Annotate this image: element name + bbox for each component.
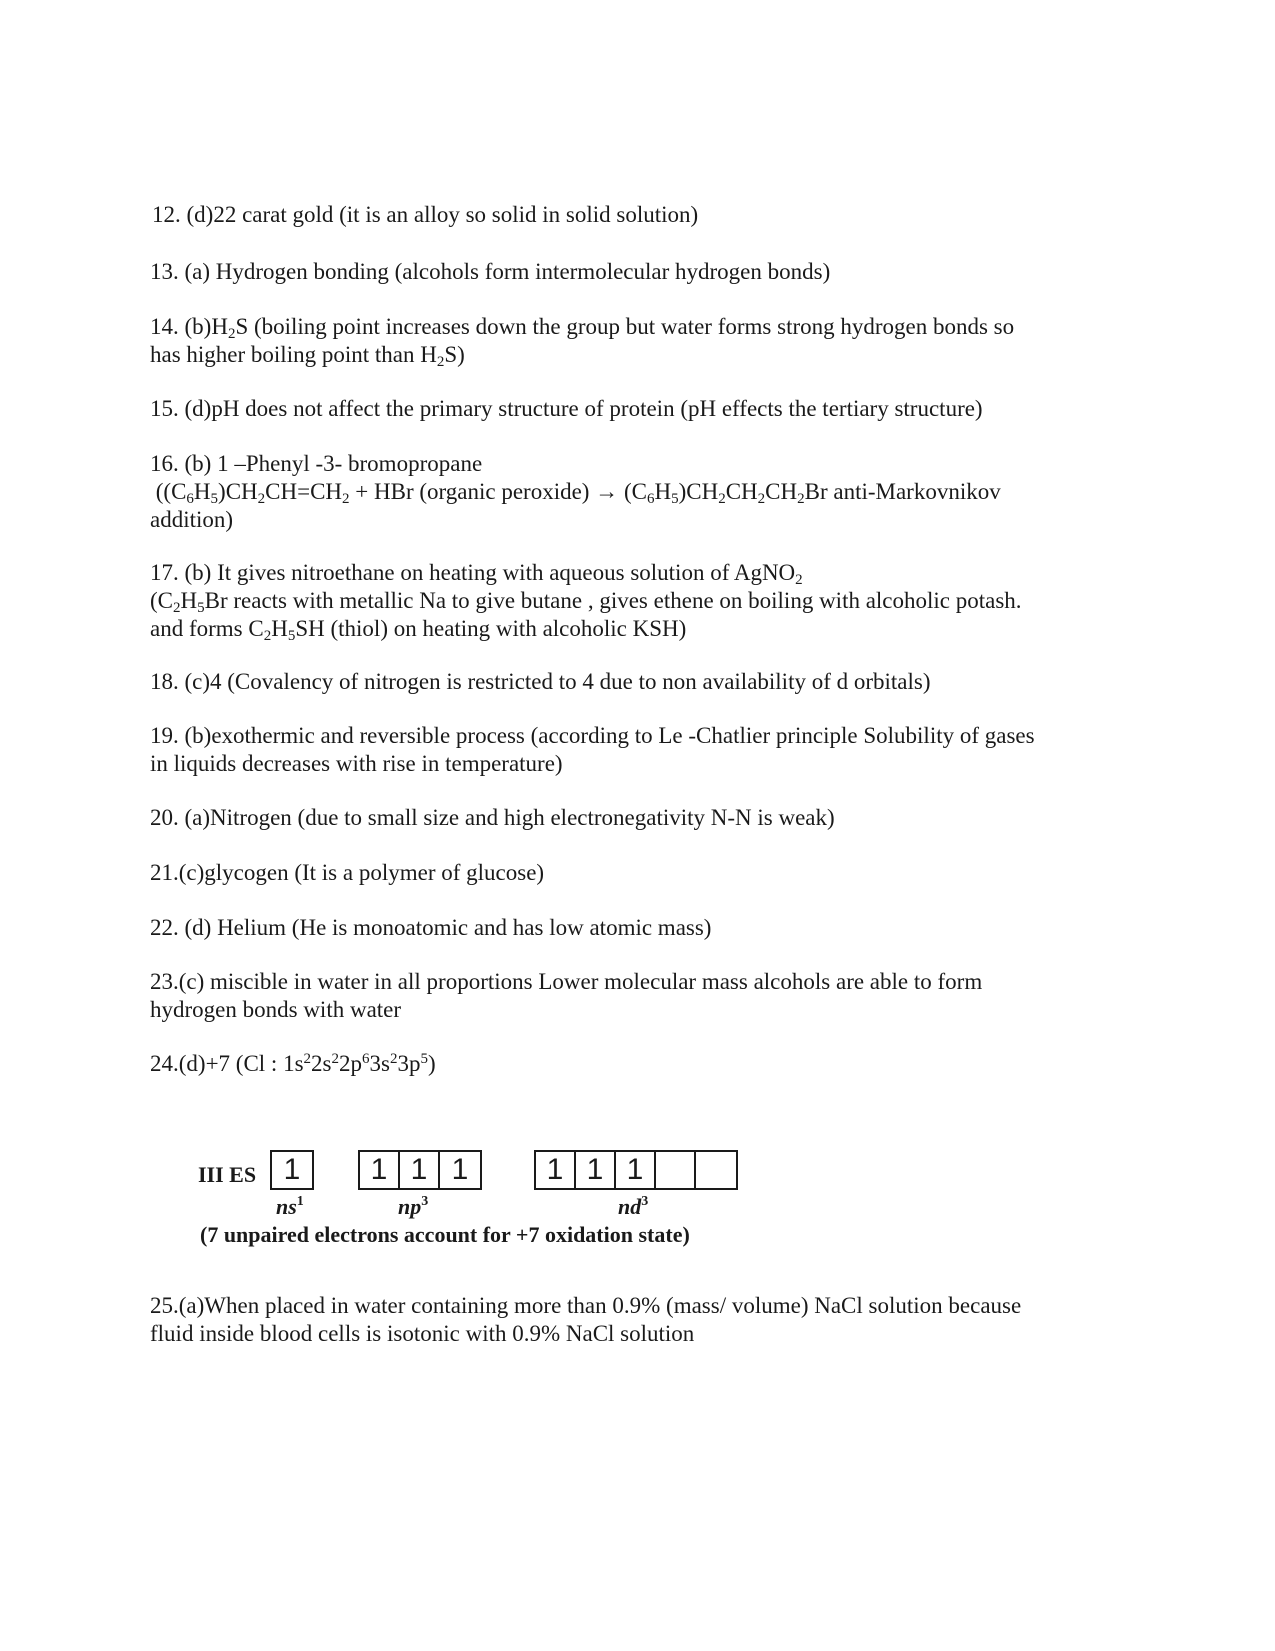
answer-17 [150, 559, 1130, 643]
answer-21: 21.(c)glycogen (It is a polymer of glucose) [150, 860, 545, 885]
orbital-diagram [198, 1146, 798, 1256]
orbital-box: 1 [616, 1152, 656, 1188]
answer-13: 13. (a) Hydrogen bonding (alcohols form intermolecular hydrogen bonds) [150, 259, 831, 284]
answer-24-config: 24.(d)+7 (Cl : $1s^22s^22p^63s^23p^5$) [150, 1051, 436, 1076]
answer-24 [150, 1050, 1130, 1078]
answer-16: 16. (b) 1 –Phenyl -3- bromopropane ($(C_6H_5)CH_2CH=CH_2$ + HBr (organic peroxide) → $(C_6H_5)CH_2CH_2CH_2Br$ anti-Markovnikov addition) [150, 450, 1130, 534]
answer-25: 25.(a)When placed in water containing more than 0.9% (mass/ volume) NaCl solution because fluid inside blood cells is isotonic with 0.9% NaCl solution [150, 1293, 1022, 1346]
orbital-box: 1 [536, 1152, 576, 1188]
answer-14-line-2: has higher boiling point than $H_2S$) [150, 342, 465, 370]
answer-17-line-2: ($C_2H_5Br$ reacts with metallic Na to give butane , gives ethene on boiling with alcoholic potash. [150, 588, 1022, 616]
orbital-box: 1 [400, 1152, 440, 1188]
orbital-box [696, 1152, 736, 1188]
answer-15: 15. (d)pH does not affect the primary structure of protein (pH effects the tertiary structure) [150, 396, 983, 421]
answer-23: 23.(c) miscible in water in all proportions Lower molecular mass alcohols are able to form hydrogen bonds with water [150, 969, 983, 1022]
diagram-caption: (7 unpaired electrons account for +7 oxidation state) [200, 1222, 690, 1247]
np-label: $np^3$ [398, 1194, 429, 1219]
np-orbital-boxes [358, 1150, 482, 1190]
answer-14 [150, 313, 1130, 369]
orbital-box: 1 [360, 1152, 400, 1188]
orbital-box: 1 [451, 1153, 469, 1186]
orbital-box [656, 1152, 696, 1188]
ns-label: $ns^1$ [276, 1194, 304, 1219]
ns-orbital-boxes [270, 1150, 314, 1190]
answer-12: 12. (d)22 carat gold (it is an alloy so solid in solid solution) [152, 202, 699, 227]
answer-16-equation: ($(C_6H_5)CH_2CH=CH_2$ + HBr (organic peroxide) → $(C_6H_5)CH_2CH_2CH_2Br$ anti-Markovnikov [155, 479, 1001, 507]
orbital-box: 1 [576, 1152, 616, 1188]
answer-19: 19. (b)exothermic and reversible process (according to Le -Chatlier principle Solubility of gases in liquids decreases with rise in temperature) [150, 723, 1035, 776]
answer-20: 20. (a)Nitrogen (due to small size and high electronegativity N-N is weak) [150, 805, 835, 830]
excited-state-label: III ES [198, 1162, 257, 1187]
answer-22: 22. (d) Helium (He is monoatomic and has low atomic mass) [150, 915, 712, 940]
answer-14-line-1: 14. $(b)H_2S$ (boiling point increases down the group but water forms strong hydrogen bonds so [150, 314, 1015, 342]
orbital-box: 1 [283, 1153, 301, 1186]
answer-17-line-3: and forms $C_2H_5SH$ (thiol) on heating with alcoholic KSH) [150, 616, 687, 644]
answer-18: 18. (c)4 (Covalency of nitrogen is restricted to 4 due to non availability of d orbitals) [150, 669, 931, 694]
answer-17-line-1: 17. (b) It gives nitroethane on heating with aqueous solution of AgNO$_2$ [150, 560, 803, 588]
nd-label: $nd^3$ [618, 1194, 649, 1219]
nd-orbital-boxes [534, 1150, 738, 1190]
